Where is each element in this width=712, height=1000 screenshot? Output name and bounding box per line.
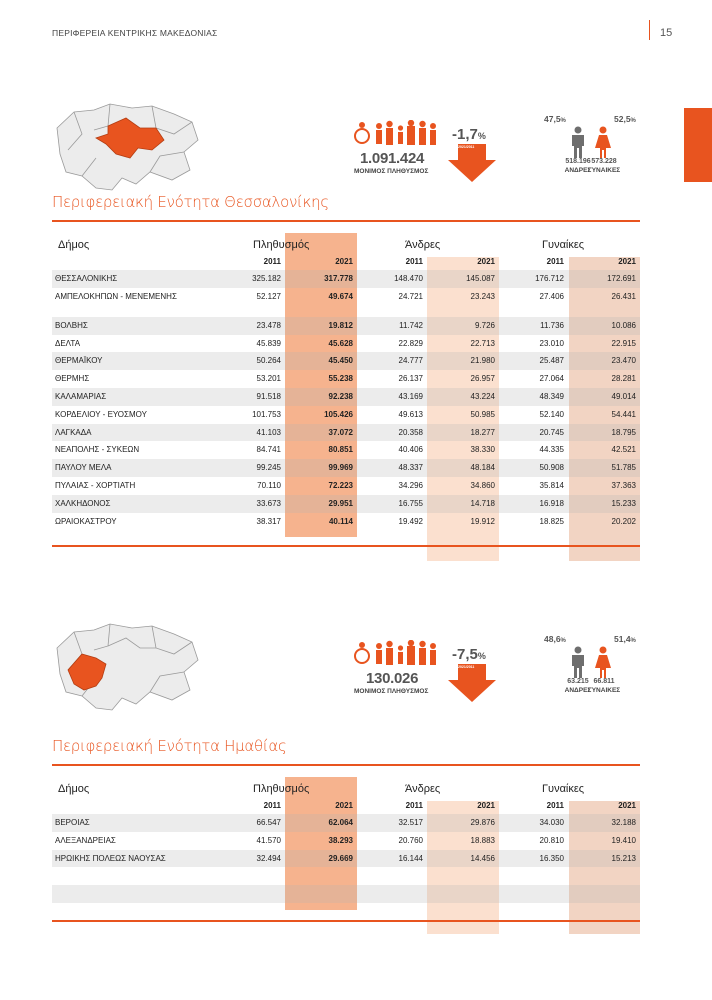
population-total: 130.026	[366, 670, 419, 687]
table-row	[52, 850, 640, 868]
women-total: 66.811	[593, 678, 615, 685]
cell-m21: 14.456	[470, 853, 495, 863]
cell-w11: 16.350	[539, 853, 564, 863]
table-header	[52, 777, 640, 799]
cell-p21: 80.851	[328, 445, 353, 455]
cell-m21: 50.985	[470, 409, 495, 419]
municipality-name: ΧΑΛΚΗΔΟΝΟΣ	[55, 498, 111, 508]
cell-p21: 72.223	[328, 480, 353, 490]
table-years-header	[52, 255, 640, 270]
section-rule	[52, 220, 640, 222]
cell-m21: 43.224	[470, 391, 495, 401]
cell-p11: 70.110	[257, 480, 281, 490]
table-row	[52, 406, 640, 424]
cell-p21: 49.674	[328, 291, 353, 301]
cell-w21: 10.086	[611, 320, 636, 330]
women-total: 573.228	[591, 158, 617, 165]
municipality-name: ΘΕΡΜΗΣ	[55, 374, 90, 384]
cell-m21: 18.277	[470, 427, 495, 437]
cell-w21: 42.521	[611, 445, 636, 455]
cell-p11: 33.673	[256, 498, 281, 508]
down-arrow-icon	[448, 664, 496, 702]
population-summary	[350, 640, 500, 710]
cell-w21: 28.281	[611, 374, 636, 384]
men-label: ΑΝΔΡΕΣ	[564, 167, 592, 174]
cell-m11: 22.829	[398, 338, 423, 348]
cell-m11: 43.169	[398, 391, 423, 401]
table-header	[52, 233, 640, 255]
cell-w21: 54.441	[611, 409, 636, 419]
cell-w11: 25.487	[539, 356, 564, 366]
year-2021: 2021	[335, 801, 353, 810]
cell-m21: 29.876	[470, 818, 495, 827]
cell-w21: 15.233	[611, 498, 636, 508]
cell-w21: 18.795	[611, 427, 636, 437]
municipality-name: ΒΟΛΒΗΣ	[55, 320, 88, 330]
pct-unit: %	[560, 118, 566, 124]
map-imathia-icon	[52, 620, 202, 715]
municipality-name: ΘΕΡΜΑΪΚΟΥ	[55, 356, 103, 366]
section-rule	[52, 764, 640, 766]
cell-m11: 40.406	[398, 445, 423, 455]
men-pct-value: 48,6	[544, 634, 561, 644]
cell-w11: 50.908	[539, 463, 564, 473]
table-row	[52, 885, 640, 903]
cell-p21: 62.064	[328, 818, 353, 827]
women-pct	[614, 114, 636, 124]
cell-p21: 40.114	[328, 516, 353, 526]
cell-w11: 35.814	[539, 480, 564, 490]
women-pct	[614, 634, 636, 644]
cell-w21: 15.213	[611, 853, 636, 863]
table-body	[52, 270, 640, 530]
cell-w11: 48.349	[539, 391, 564, 401]
cell-w21: 49.014	[611, 391, 636, 401]
family-icon	[352, 640, 444, 668]
year-2021: 2021	[477, 801, 495, 810]
cell-p11: 45.839	[256, 338, 281, 348]
cell-m21: 26.957	[470, 374, 495, 384]
male-icon	[569, 646, 587, 678]
section-tab-marker	[684, 108, 712, 182]
cell-m21: 18.883	[470, 835, 495, 845]
cell-m21: 48.184	[470, 463, 495, 473]
cell-p11: 41.570	[256, 835, 281, 845]
col-municipality: Δήμος	[58, 783, 90, 795]
cell-p11: 66.547	[256, 818, 281, 827]
cell-m21: 9.726	[474, 320, 495, 330]
municipality-name: ΛΑΓΚΑΔΑ	[55, 427, 92, 437]
change-period-label: 2021/2011	[458, 145, 475, 149]
cell-m21: 21.980	[470, 356, 495, 366]
cell-p11: 32.494	[256, 853, 281, 863]
cell-m11: 148.470	[394, 274, 423, 283]
female-icon	[594, 126, 612, 158]
cell-w11: 27.064	[539, 374, 564, 384]
cell-p21: 37.072	[328, 427, 353, 437]
cell-w21: 23.470	[611, 356, 636, 366]
cell-m21: 22.713	[470, 338, 495, 348]
cell-m21: 19.912	[470, 516, 495, 526]
cell-w11: 20.810	[539, 835, 564, 845]
population-change	[452, 646, 486, 663]
men-total: 63.215	[567, 678, 589, 685]
region-title: Περιφερειακή Ενότητα Θεσσαλονίκης	[52, 193, 329, 211]
cell-w11: 16.918	[539, 498, 564, 508]
cell-w21: 172.691	[607, 274, 636, 283]
municipality-name: ΑΛΕΞΑΝΔΡΕΙΑΣ	[55, 835, 116, 845]
cell-m21: 145.087	[466, 274, 495, 283]
cell-w11: 44.335	[539, 445, 564, 455]
cell-m11: 48.337	[398, 463, 423, 473]
year-2011: 2011	[263, 801, 281, 810]
cell-w11: 27.406	[539, 291, 564, 301]
cell-p21: 105.426	[324, 409, 353, 419]
cell-p21: 99.969	[328, 463, 353, 473]
cell-w21: 22.915	[611, 338, 636, 348]
year-2011: 2011	[405, 801, 423, 810]
cell-w21: 26.431	[611, 291, 636, 301]
municipality-name: ΒΕΡΟΙΑΣ	[55, 818, 90, 827]
cell-m21: 23.243	[470, 291, 495, 301]
population-summary	[350, 120, 500, 190]
table-row	[52, 441, 640, 459]
change-period-label: 2021/2011	[458, 665, 475, 669]
table-row	[52, 832, 640, 850]
header-divider	[649, 20, 650, 40]
cell-w11: 176.712	[535, 274, 564, 283]
cell-m11: 32.517	[398, 818, 423, 827]
cell-m21: 38.330	[470, 445, 495, 455]
cell-m11: 26.137	[398, 374, 423, 384]
year-2011: 2011	[263, 257, 281, 266]
table-row	[52, 288, 640, 317]
population-caption: ΜΟΝΙΜΟΣ ΠΛΗΘΥΣΜΟΣ	[354, 688, 429, 695]
col-women: Γυναίκες	[542, 239, 585, 251]
pct-unit: %	[630, 638, 636, 644]
cell-m11: 11.742	[399, 320, 423, 330]
cell-p11: 52.127	[256, 291, 281, 301]
table-row	[52, 388, 640, 406]
cell-w11: 20.745	[539, 427, 564, 437]
col-men: Άνδρες	[405, 239, 441, 251]
table-row	[52, 867, 640, 885]
female-icon	[594, 646, 612, 678]
year-2011: 2011	[546, 257, 564, 266]
municipality-name: ΠΑΥΛΟΥ ΜΕΛΑ	[55, 463, 112, 473]
cell-m11: 20.760	[398, 835, 423, 845]
table-row	[52, 270, 640, 288]
cell-w11: 52.140	[539, 409, 564, 419]
change-unit: %	[477, 131, 486, 141]
cell-m11: 24.777	[398, 356, 423, 366]
women-pct-value: 51,4	[614, 634, 631, 644]
cell-p21: 92.238	[328, 391, 353, 401]
page-header-title: ΠΕΡΙΦΕΡΕΙΑ ΚΕΝΤΡΙΚΗΣ ΜΑΚΕΔΟΝΙΑΣ	[52, 28, 218, 38]
year-2021: 2021	[618, 801, 636, 810]
change-value: -1,7	[452, 126, 478, 143]
table-row	[52, 495, 640, 513]
change-value: -7,5	[452, 646, 478, 663]
cell-p21: 317.778	[324, 274, 353, 283]
municipality-name: ΑΜΠΕΛΟΚΗΠΩΝ - ΜΕΝΕΜΕΝΗΣ	[55, 291, 177, 301]
cell-p11: 23.478	[256, 320, 281, 330]
year-2021: 2021	[618, 257, 636, 266]
population-table	[52, 233, 640, 530]
women-label: ΓΥΝΑΙΚΕΣ	[587, 687, 621, 694]
pct-unit: %	[560, 638, 566, 644]
region-title: Περιφερειακή Ενότητα Ημαθίας	[52, 737, 287, 755]
year-2021: 2021	[477, 257, 495, 266]
cell-p21: 29.669	[328, 853, 353, 863]
cell-m11: 24.721	[398, 291, 423, 301]
table-row	[52, 477, 640, 495]
col-population: Πληθυσμός	[253, 239, 310, 251]
municipality-name: ΩΡΑΙΟΚΑΣΤΡΟΥ	[55, 516, 117, 526]
cell-p11: 41.103	[256, 427, 281, 437]
table-row	[52, 459, 640, 477]
population-table	[52, 777, 640, 903]
cell-m11: 19.492	[398, 516, 423, 526]
change-unit: %	[477, 651, 486, 661]
table-years-header	[52, 799, 640, 814]
cell-p11: 99.245	[256, 463, 281, 473]
table-row	[52, 814, 640, 832]
men-pct-value: 47,5	[544, 114, 561, 124]
cell-p11: 84.741	[256, 445, 281, 455]
population-change	[452, 126, 486, 143]
cell-w21: 51.785	[611, 463, 636, 473]
men-total: 518.196	[565, 158, 591, 165]
cell-p11: 50.264	[256, 356, 281, 366]
col-women: Γυναίκες	[542, 783, 585, 795]
cell-w21: 19.410	[611, 835, 636, 845]
table-body	[52, 814, 640, 903]
map-thessaloniki-icon	[52, 100, 202, 195]
municipality-name: ΚΟΡΔΕΛΙΟΥ - ΕΥΟΣΜΟΥ	[55, 409, 147, 419]
cell-m11: 20.358	[398, 427, 423, 437]
table-row	[52, 424, 640, 442]
municipality-name: ΘΕΣΣΑΛΟΝΙΚΗΣ	[55, 274, 118, 283]
cell-m11: 16.755	[398, 498, 423, 508]
table-row	[52, 370, 640, 388]
cell-w21: 37.363	[611, 480, 636, 490]
cell-p11: 101.753	[252, 409, 281, 419]
year-2021: 2021	[335, 257, 353, 266]
page-number: 15	[660, 27, 673, 39]
cell-p21: 45.628	[328, 338, 353, 348]
cell-w11: 18.825	[539, 516, 564, 526]
municipality-name: ΝΕΑΠΟΛΗΣ - ΣΥΚΕΩΝ	[55, 445, 140, 455]
gender-summary	[538, 114, 648, 184]
year-2011: 2011	[546, 801, 564, 810]
col-men: Άνδρες	[405, 783, 441, 795]
cell-m21: 14.718	[470, 498, 495, 508]
men-label: ΑΝΔΡΕΣ	[564, 687, 592, 694]
cell-m11: 34.296	[398, 480, 423, 490]
women-pct-value: 52,5	[614, 114, 631, 124]
municipality-name: ΠΥΛΑΙΑΣ - ΧΟΡΤΙΑΤΗ	[55, 480, 136, 490]
municipality-name: ΗΡΩΙΚΗΣ ΠΟΛΕΩΣ ΝΑΟΥΣΑΣ	[55, 853, 166, 863]
cell-p21: 45.450	[328, 356, 353, 366]
municipality-name: ΔΕΛΤΑ	[55, 338, 81, 348]
cell-w21: 20.202	[611, 516, 636, 526]
table-row	[52, 317, 640, 335]
col-population: Πληθυσμός	[253, 783, 310, 795]
cell-w21: 32.188	[611, 818, 636, 827]
section-bottom-rule	[52, 920, 640, 922]
cell-p21: 19.812	[328, 320, 353, 330]
row-stripe	[52, 885, 640, 903]
cell-w11: 23.010	[539, 338, 564, 348]
down-arrow-icon	[448, 144, 496, 182]
male-icon	[569, 126, 587, 158]
gender-summary	[538, 634, 648, 704]
municipality-name: ΚΑΛΑΜΑΡΙΑΣ	[55, 391, 107, 401]
col-municipality: Δήμος	[58, 239, 90, 251]
men-pct	[544, 114, 566, 124]
cell-m11: 49.613	[398, 409, 423, 419]
cell-w11: 11.736	[540, 320, 564, 330]
cell-m11: 16.144	[398, 853, 423, 863]
year-2011: 2011	[405, 257, 423, 266]
cell-p11: 38.317	[256, 516, 281, 526]
population-caption: ΜΟΝΙΜΟΣ ΠΛΗΘΥΣΜΟΣ	[354, 168, 429, 175]
cell-p21: 55.238	[328, 374, 353, 384]
family-icon	[352, 120, 444, 148]
population-total: 1.091.424	[360, 150, 425, 167]
cell-p21: 29.951	[328, 498, 353, 508]
cell-p11: 325.182	[252, 274, 281, 283]
cell-p11: 53.201	[256, 374, 281, 384]
pct-unit: %	[630, 118, 636, 124]
table-row	[52, 335, 640, 353]
cell-w11: 34.030	[539, 818, 564, 827]
table-row	[52, 352, 640, 370]
cell-p11: 91.518	[256, 391, 281, 401]
table-row	[52, 513, 640, 531]
cell-m21: 34.860	[470, 480, 495, 490]
men-pct	[544, 634, 566, 644]
section-bottom-rule	[52, 545, 640, 547]
women-label: ΓΥΝΑΙΚΕΣ	[587, 167, 621, 174]
cell-p21: 38.293	[328, 835, 353, 845]
